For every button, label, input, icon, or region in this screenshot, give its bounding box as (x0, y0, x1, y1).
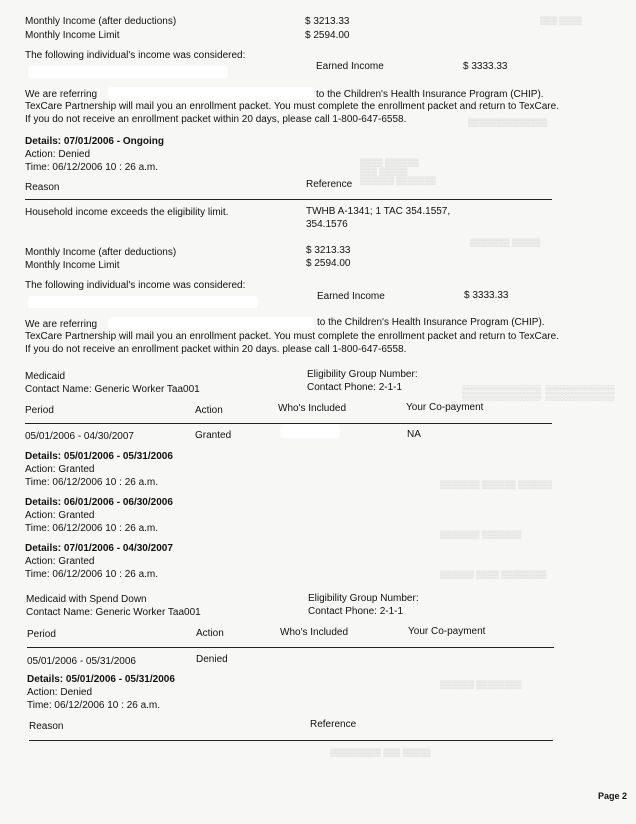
bleed-through-mark: ▒▒▒ ▒▒▒▒ (540, 16, 582, 25)
contact-phone: Contact Phone: 2-1-1 (307, 382, 403, 393)
action-value: Granted (195, 430, 232, 441)
details-action: Action: Granted (25, 510, 95, 521)
contact-name: Contact Name: Generic Worker Taa001 (26, 607, 201, 618)
period-header: Period (27, 629, 56, 640)
table-rule (29, 740, 553, 741)
bleed-through-mark: ▒▒▒▒▒▒▒▒ ▒▒▒▒▒▒▒ (462, 384, 615, 400)
bleed-through-mark: ▒▒▒▒ ▒▒▒▒▒▒ ▒▒▒ ▒▒▒▒▒ ▒▒▒▒▒▒ ▒▒▒▒▒▒▒ (360, 158, 436, 185)
contact-phone: Contact Phone: 2-1-1 (308, 606, 404, 617)
reason-header: Reason (25, 182, 60, 193)
income-limit-label: Monthly Income Limit (25, 30, 120, 41)
copay-header: Your Co-payment (408, 626, 486, 637)
details-title: Details: 07/01/2006 - 04/30/2007 (25, 543, 173, 554)
period-header: Period (25, 405, 54, 416)
bleed-through-mark: ▒▒▒▒▒▒ ▒▒▒▒ ▒▒▒▒▒▒▒▒ (440, 570, 547, 579)
earned-income-label: Earned Income (316, 61, 384, 72)
income-limit-label: Monthly Income Limit (25, 260, 120, 271)
details-time: Time: 06/12/2006 10 : 26 a.m. (25, 477, 159, 488)
earned-income-value: $ 3333.33 (464, 290, 509, 301)
earned-income-value: $ 3333.33 (463, 61, 508, 72)
referring-end: to the Children's Health Insurance Program (CHIP). (317, 317, 545, 328)
details-title: Details: 05/01/2006 - 05/31/2006 (27, 674, 175, 685)
redaction-mark (108, 87, 314, 100)
group-number: Eligibility Group Number: (307, 369, 418, 380)
group-number: Eligibility Group Number: (308, 593, 419, 604)
details-time: Time: 06/12/2006 10 : 26 a.m. (27, 700, 161, 711)
details-time: Time: 06/12/2006 10 : 26 a.m. (25, 162, 159, 173)
details-title: Details: 07/01/2006 - Ongoing (25, 136, 164, 147)
bleed-through-mark: ▒▒▒▒▒▒▒ ▒▒▒▒▒▒ ▒▒▒▒▒▒ (440, 480, 553, 489)
bleed-through-mark: ▒▒▒▒▒▒▒ ▒▒▒▒▒▒▒ (440, 530, 522, 539)
bleed-through-mark: ▒▒▒▒▒▒▒ ▒▒▒▒▒ (470, 238, 541, 247)
action-header: Action (195, 405, 223, 416)
earned-income-label: Earned Income (317, 291, 385, 302)
reference-header: Reference (306, 179, 353, 190)
redaction-mark (28, 296, 258, 308)
table-rule (25, 199, 552, 200)
action-header: Action (196, 628, 224, 639)
details-action: Action: Granted (25, 556, 95, 567)
details-action: Action: Denied (27, 687, 93, 698)
period-value: 05/01/2006 - 05/31/2006 (27, 656, 136, 667)
monthly-income-value: $ 3213.33 (306, 245, 351, 256)
bleed-through-mark: ▒▒▒▒▒▒▒▒▒ ▒▒▒ ▒▒▒▒▒ (330, 748, 431, 757)
redaction-mark (280, 424, 340, 438)
referring-start: We are referring (25, 319, 98, 330)
reference-line: 354.1576 (306, 219, 348, 230)
reference-header: Reference (310, 719, 357, 730)
included-header: Who's Included (280, 627, 349, 638)
program-name: Medicaid with Spend Down (26, 594, 147, 605)
details-time: Time: 06/12/2006 10 : 26 a.m. (25, 569, 159, 580)
income-limit-value: $ 2594.00 (305, 30, 350, 41)
program-name: Medicaid (25, 371, 66, 382)
bleed-through-mark: ▒▒▒▒▒▒▒▒▒▒▒▒▒▒ (468, 118, 548, 127)
redaction-mark (108, 317, 314, 330)
copay-header: Your Co-payment (406, 402, 484, 413)
individual-line: The following individual's income was considered: (25, 50, 246, 61)
texcare-line: TexCare Partnership will mail you an enrollment packet. You must complete the enrollment packet and return to TexCare. (25, 331, 559, 342)
reference-line: TWHB A-1341; 1 TAC 354.1557, (306, 206, 451, 217)
action-value: Denied (196, 654, 228, 665)
referring-end: to the Children's Health Insurance Program (CHIP). (316, 89, 544, 100)
call-line: If you do not receive an enrollment packet within 20 days. please call 1-800-647-6558. (25, 344, 407, 355)
period-value: 05/01/2006 - 04/30/2007 (25, 431, 134, 442)
referring-start: We are referring (25, 89, 98, 100)
details-title: Details: 06/01/2006 - 06/30/2006 (25, 497, 173, 508)
redaction-mark (28, 66, 228, 78)
monthly-income-value: $ 3213.33 (305, 16, 350, 27)
included-header: Who's Included (278, 403, 347, 414)
reason-header: Reason (29, 721, 64, 732)
page-number: Page 2 (598, 791, 628, 801)
details-title: Details: 05/01/2006 - 05/31/2006 (25, 451, 173, 462)
texcare-line: TexCare Partnership will mail you an enrollment packet. You must complete the enrollment packet and return to TexCare. (25, 101, 559, 112)
bleed-through-mark: ▒▒▒▒▒▒ ▒▒▒▒▒▒▒▒ (440, 680, 522, 689)
contact-name: Contact Name: Generic Worker Taa001 (25, 384, 200, 395)
details-action: Action: Granted (25, 464, 95, 475)
monthly-income-label: Monthly Income (after deductions) (25, 16, 177, 27)
details-action: Action: Denied (25, 149, 91, 160)
reason-text: Household income exceeds the eligibility limit. (25, 207, 229, 218)
income-limit-value: $ 2594.00 (306, 258, 351, 269)
copay-value: NA (407, 429, 421, 440)
monthly-income-label: Monthly Income (after deductions) (25, 247, 177, 258)
call-line: If you do not receive an enrollment packet within 20 days, please call 1-800-647-6558. (25, 114, 407, 125)
table-rule (27, 647, 554, 648)
details-time: Time: 06/12/2006 10 : 26 a.m. (25, 523, 159, 534)
individual-line: The following individual's income was considered: (25, 280, 246, 291)
